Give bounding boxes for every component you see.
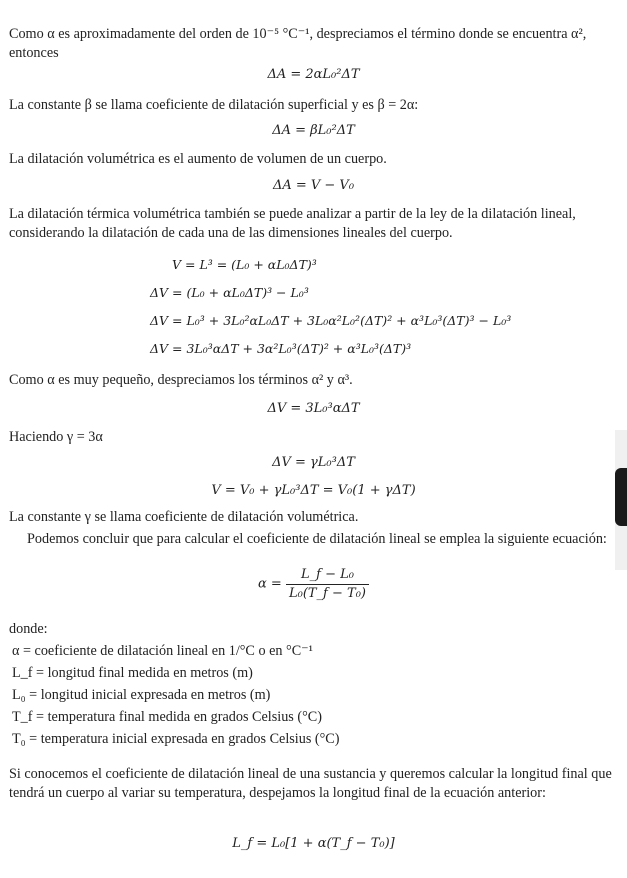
paragraph-gamma-substitution: Haciendo γ = 3α: [9, 429, 103, 445]
fraction-numerator: L_f − L₀: [286, 566, 369, 585]
paragraph-beta-definition: La constante β se llama coeficiente de dilatación superficial y es β = 2α:: [9, 97, 419, 113]
equation-final-length: L_f = L₀[1 + α(T_f − T₀)]: [232, 836, 395, 851]
paragraph-volumetric-analysis: La dilatación térmica volumétrica también se puede analizar a partir de la ley de la dilatación lineal, considerando la dilatación de cada una de las dimensiones lineales del cuerpo.: [9, 206, 576, 242]
definition-alpha: α = coeficiente de dilatación lineal en 1/°C o en °C⁻¹: [12, 643, 313, 659]
equation-delta-v-3alpha: ΔV = 3L₀³αΔT: [267, 401, 360, 416]
paragraph-alpha-small: Como α es muy pequeño, despreciamos los términos α² y α³.: [9, 372, 353, 388]
equation-alpha-fraction: [0, 566, 627, 602]
derivation-line-1: V = L³ = (L₀ + αL₀ΔT)³: [172, 257, 317, 272]
definition-t-initial: T₀ = temperatura inicial expresada en grados Celsius (°C): [12, 731, 340, 747]
definition-list: [12, 642, 339, 752]
definition-l-initial: L₀ = longitud inicial expresada en metros (m): [12, 687, 271, 703]
equation-delta-a-beta: ΔA = βL₀²ΔT: [272, 123, 355, 138]
paragraph-final-length: Si conocemos el coeficiente de dilatación lineal de una sustancia y queremos calcular la longitud final que tendrá un cuerpo al variar su temperatura, despejamos la longitud final de la ecuación anterior:: [9, 766, 612, 802]
scrollbar-thumb[interactable]: [615, 468, 627, 526]
equation-volume-final: V = V₀ + γL₀³ΔT = V₀(1 + γΔT): [211, 483, 416, 498]
definition-t-final: T_f = temperatura final medida en grados Celsius (°C): [12, 709, 322, 725]
paragraph-volumetric-intro: La dilatación volumétrica es el aumento de volumen de un cuerpo.: [9, 151, 387, 167]
definition-l-final: L_f = longitud final medida en metros (m): [12, 665, 253, 681]
paragraph-conclusion: Podemos concluir que para calcular el coeficiente de dilatación lineal se emplea la siguiente ecuación:: [27, 531, 607, 547]
label-donde: donde:: [9, 621, 48, 637]
fraction: [286, 566, 369, 602]
equation-delta-a-volume: ΔA = V − V₀: [272, 178, 355, 193]
derivation-line-2: ΔV = (L₀ + αL₀ΔT)³ − L₀³: [150, 285, 309, 300]
derivation-line-4: ΔV = 3L₀³αΔT + 3α²L₀³(ΔT)² + α³L₀³(ΔT)³: [150, 341, 412, 356]
fraction-denominator: L₀(T_f − T₀): [288, 585, 366, 601]
fraction-lhs: α =: [258, 576, 282, 592]
derivation-line-3: ΔV = L₀³ + 3L₀²αL₀ΔT + 3L₀α²L₀²(ΔT)² + α³L₀³(ΔT)³ − L₀³: [150, 313, 512, 328]
equation-delta-v-gamma: ΔV = γL₀³ΔT: [272, 455, 355, 470]
paragraph-alpha-order: Como α es aproximadamente del orden de 10⁻⁵ °C⁻¹, despreciamos el término donde se encuentra α², entonces: [9, 26, 587, 62]
equation-delta-a-2alpha: ΔA = 2αL₀²ΔT: [267, 67, 360, 82]
paragraph-gamma-definition: La constante γ se llama coeficiente de dilatación volumétrica.: [9, 509, 359, 525]
